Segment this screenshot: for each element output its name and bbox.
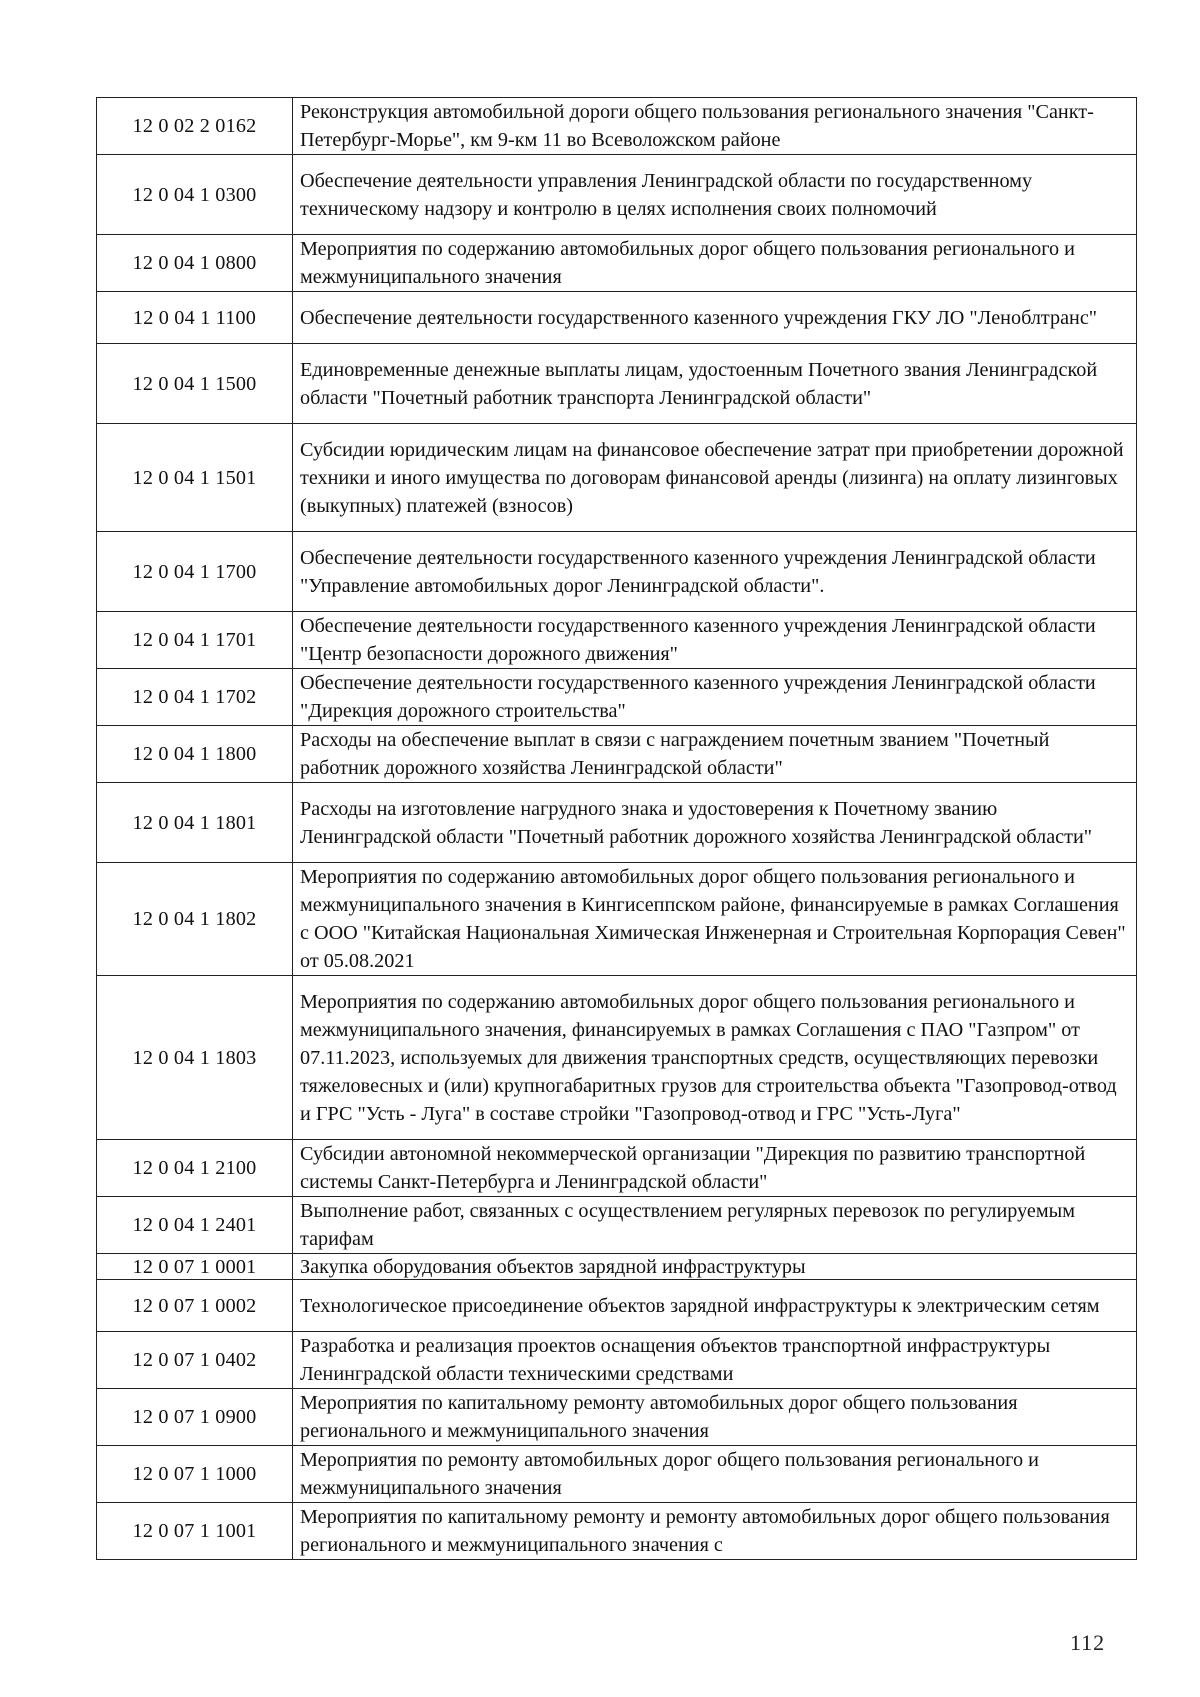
row-code: 12 0 04 1 0800: [97, 235, 293, 292]
table-row: [97, 1197, 1137, 1254]
row-code: 12 0 04 1 1801: [97, 783, 293, 863]
row-description: Технологическое присоединение объектов зарядной инфраструктуры к электрическим сетям: [293, 1280, 1137, 1332]
page-number: 112: [1070, 1630, 1106, 1655]
row-description: Выполнение работ, связанных с осуществлением регулярных перевозок по регулируемым тарифам: [293, 1197, 1137, 1254]
table-row: [97, 863, 1137, 976]
row-description: Обеспечение деятельности государственного казенного учреждения Ленинградской области "Дирекция дорожного строительства": [293, 669, 1137, 726]
row-code: 12 0 07 1 0002: [97, 1280, 293, 1332]
table-row: [97, 532, 1137, 612]
table-row: [97, 612, 1137, 669]
row-description: Расходы на обеспечение выплат в связи с награждением почетным званием "Почетный работник дорожного хозяйства Ленинградской области": [293, 726, 1137, 783]
row-description: Обеспечение деятельности государственного казенного учреждения Ленинградской области "Центр безопасности дорожного движения": [293, 612, 1137, 669]
row-code: 12 0 04 1 1500: [97, 344, 293, 424]
row-code: 12 0 07 1 0900: [97, 1389, 293, 1446]
row-code: 12 0 04 1 2401: [97, 1197, 293, 1254]
table-row: [97, 424, 1137, 532]
row-description: Субсидии юридическим лицам на финансовое обеспечение затрат при приобретении дорожной техники и иного имущества по договорам финансовой аренды (лизинга) на оплату лизинговых (выкупных) платежей (взносов): [293, 424, 1137, 532]
table-row: [97, 1503, 1137, 1560]
table-row: [97, 292, 1137, 344]
table-row: [97, 1280, 1137, 1332]
row-code: 12 0 07 1 0001: [97, 1254, 293, 1280]
row-description: Мероприятия по содержанию автомобильных дорог общего пользования регионального и межмуниципального значения, финансируемых в рамках Соглашения с ПАО "Газпром" от 07.11.2023, используемых для движения транспортных средств, осуществляющих перевозки тяжеловесных и (или) крупногабаритных грузов для строительства объекта "Газопровод-отвод и ГРС "Усть - Луга" в составе стройки "Газопровод-отвод и ГРС "Усть-Луга": [293, 976, 1137, 1140]
row-code: 12 0 04 1 1700: [97, 532, 293, 612]
row-description: Мероприятия по капитальному ремонту автомобильных дорог общего пользования регионального и межмуниципального значения: [293, 1389, 1137, 1446]
row-code: 12 0 04 1 1800: [97, 726, 293, 783]
table-row: [97, 98, 1137, 155]
row-code: 12 0 04 1 2100: [97, 1140, 293, 1197]
table-row: [97, 235, 1137, 292]
row-description: Мероприятия по капитальному ремонту и ремонту автомобильных дорог общего пользования регионального и межмуниципального значения с: [293, 1503, 1137, 1560]
row-code: 12 0 02 2 0162: [97, 98, 293, 155]
row-description: Мероприятия по содержанию автомобильных дорог общего пользования регионального и межмуниципального значения: [293, 235, 1137, 292]
budget-code-table: [96, 97, 1137, 1560]
row-description: Реконструкция автомобильной дороги общего пользования регионального значения "Санкт-Петербург-Морье", км 9-км 11 во Всеволожском районе: [293, 98, 1137, 155]
row-description: Закупка оборудования объектов зарядной инфраструктуры: [293, 1254, 1137, 1280]
budget-code-table-body: [97, 98, 1137, 1560]
table-row: [97, 976, 1137, 1140]
table-row: [97, 726, 1137, 783]
table-row: [97, 344, 1137, 424]
row-description: Разработка и реализация проектов оснащения объектов транспортной инфраструктуры Ленинградской области техническими средствами: [293, 1332, 1137, 1389]
row-description: Обеспечение деятельности государственного казенного учреждения ГКУ ЛО "Леноблтранс": [293, 292, 1137, 344]
table-row: [97, 1332, 1137, 1389]
row-code: 12 0 04 1 1803: [97, 976, 293, 1140]
table-row: [97, 1446, 1137, 1503]
row-description: Мероприятия по содержанию автомобильных дорог общего пользования регионального и межмуниципального значения в Кингисеппском районе, финансируемые в рамках Соглашения с ООО "Китайская Национальная Химическая Инженерная и Строительная Корпорация Севен" от 05.08.2021: [293, 863, 1137, 976]
row-code: 12 0 07 1 0402: [97, 1332, 293, 1389]
row-code: 12 0 04 1 0300: [97, 155, 293, 235]
table-row: [97, 669, 1137, 726]
row-code: 12 0 07 1 1001: [97, 1503, 293, 1560]
table-row: [97, 155, 1137, 235]
row-code: 12 0 04 1 1802: [97, 863, 293, 976]
table-row: [97, 1140, 1137, 1197]
row-description: Обеспечение деятельности государственного казенного учреждения Ленинградской области "Управление автомобильных дорог Ленинградской области".: [293, 532, 1137, 612]
row-code: 12 0 04 1 1702: [97, 669, 293, 726]
row-description: Мероприятия по ремонту автомобильных дорог общего пользования регионального и межмуниципального значения: [293, 1446, 1137, 1503]
row-code: 12 0 04 1 1501: [97, 424, 293, 532]
table-row: [97, 783, 1137, 863]
table-row: [97, 1254, 1137, 1280]
row-description: Расходы на изготовление нагрудного знака и удостоверения к Почетному званию Ленинградской области "Почетный работник дорожного хозяйства Ленинградской области": [293, 783, 1137, 863]
row-description: Единовременные денежные выплаты лицам, удостоенным Почетного звания Ленинградской области "Почетный работник транспорта Ленинградской области": [293, 344, 1137, 424]
row-code: 12 0 04 1 1100: [97, 292, 293, 344]
table-row: [97, 1389, 1137, 1446]
row-code: 12 0 07 1 1000: [97, 1446, 293, 1503]
row-description: Субсидии автономной некоммерческой организации "Дирекция по развитию транспортной системы Санкт-Петербурга и Ленинградской области": [293, 1140, 1137, 1197]
row-code: 12 0 04 1 1701: [97, 612, 293, 669]
row-description: Обеспечение деятельности управления Ленинградской области по государственному техническому надзору и контролю в целях исполнения своих полномочий: [293, 155, 1137, 235]
